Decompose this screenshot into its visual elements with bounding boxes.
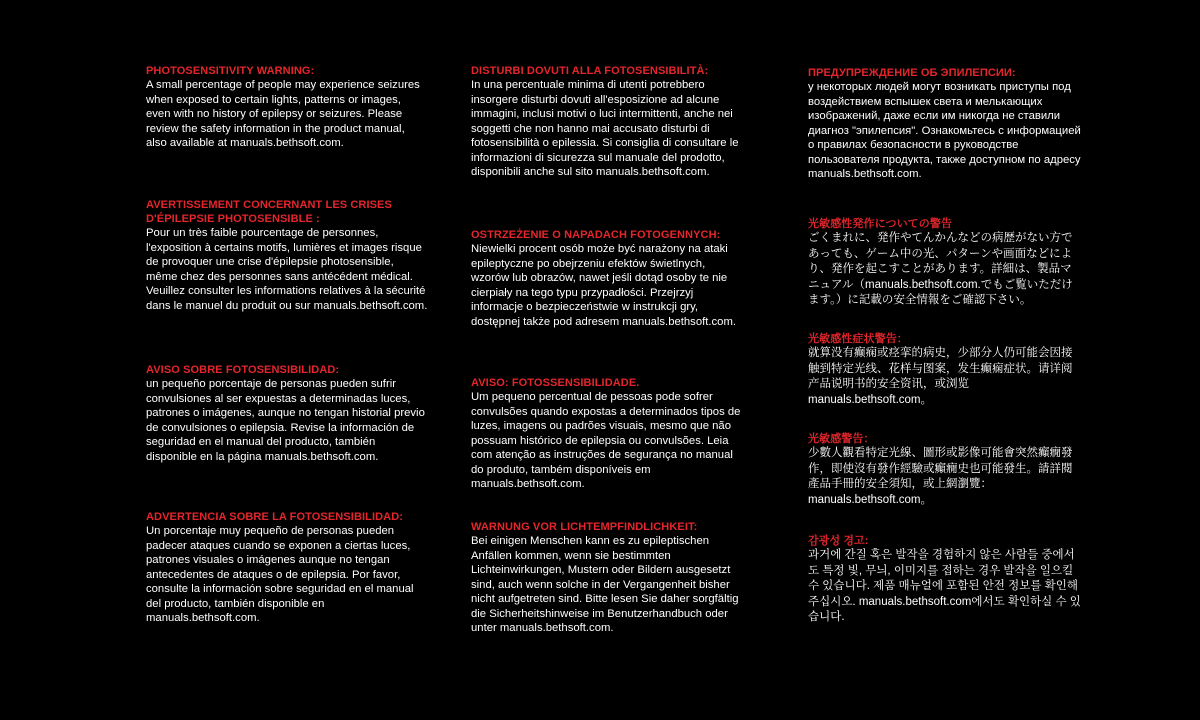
section-body: A small percentage of people may experience seizures when exposed to certain lights, patterns or images, even with no history of epilepsy or seizures. Please review the safety information in the product manual, also available at manuals.bethsoft.com. bbox=[146, 79, 420, 149]
section-body: ごくまれに、発作やてんかんなどの病歴がない方であっても、ゲーム中の光、パターンや画面などにより、発作を起こすことがあります。詳細は、製品マニュアル（manuals.bethsoft.com.でもご覧いただけます。）に記載の安全情報をご確認下さい。 bbox=[808, 232, 1073, 306]
section-body: Um pequeno percentual de pessoas pode sofrer convulsões quando expostas a determinados tipos de luzes, imagens ou padrões visuais, mesmo que não possuam histórico de epilepsia ou convulsões. Leia com atenção as instruções de segurança no manual do produto, também disponíveis em manuals.bethsoft.com. bbox=[471, 391, 741, 490]
warning-section-portuguese bbox=[471, 376, 746, 492]
section-title: DISTURBI DOVUTI ALLA FOTOSENSIBILITÀ: bbox=[471, 65, 709, 77]
section-title: 감광성 경고: bbox=[808, 535, 869, 547]
section-title: WARNUNG VOR LICHTEMPFINDLICHKEIT: bbox=[471, 521, 698, 533]
warning-section-spanish-latam bbox=[146, 363, 428, 464]
section-body: In una percentuale minima di utenti potrebbero insorgere disturbi dovuti all'esposizione ad alcune immagini, inclusi motivi o luci intermittenti, anche nei soggetti che non hanno mai accusato disturbi di fotosensibilità o epilessia. Si consiglia di consultare le informazioni di sicurezza sul manuale del prodotto, disponibili anche sul sito manuals.bethsoft.com. bbox=[471, 79, 739, 178]
section-title: 光敏感警告： bbox=[808, 433, 875, 445]
warning-section-italian bbox=[471, 64, 746, 180]
warning-section-korean bbox=[808, 534, 1083, 626]
section-title: AVISO SOBRE FOTOSENSIBILIDAD: bbox=[146, 364, 340, 376]
section-body: у некоторых людей могут возникать приступы под воздействием вспышек света и мелькающих изображений, даже если им никогда не ставили диагноз "эпилепсия". Ознакомьтесь с информацией о правилах безопасности в руководстве пользователя продукта, также доступном по адресу manuals.bethsoft.com. bbox=[808, 81, 1081, 180]
section-body: un pequeño porcentaje de personas pueden sufrir convulsiones al ser expuestas a determinadas luces, patrones o imágenes, aunque no tengan historial previo de convulsiones o epilepsia. Revise la información de seguridad en el manual del producto, también disponible en la página manuals.bethsoft.com. bbox=[146, 378, 425, 463]
section-body: 就算没有癫痫或痉挛的病史，少部分人仍可能会因接触到特定光线、花样与图案，发生癫痫症状。请详阅产品说明书的安全资讯，或浏览manuals.bethsoft.com。 bbox=[808, 347, 1073, 406]
section-title: AVERTISSEMENT CONCERNANT LES CRISES D'ÉPILEPSIE PHOTOSENSIBLE : bbox=[146, 199, 392, 225]
warning-section-russian bbox=[808, 66, 1083, 182]
section-body: 과거에 간질 혹은 발작을 경험하지 않은 사람들 중에서도 특정 빛, 무늬, 이미지를 접하는 경우 발작을 일으킬 수 있습니다. 제품 매뉴얼에 포함된 안전 정보를 확인해 주십시오. manuals.bethsoft.com에서도 확인하실 수 있습니다. bbox=[808, 549, 1081, 623]
section-body: Bei einigen Menschen kann es zu epileptischen Anfällen kommen, wenn sie bestimmten Lichteinwirkungen, Mustern oder Bildern ausgesetzt sind, auch wenn solche in der Vergangenheit bisher nicht aufgetreten sind. Bitte lesen Sie daher sorgfältig die Sicherheitshinweise im Benutzerhandbuch oder unter manuals.bethsoft.com. bbox=[471, 535, 739, 634]
section-title: OSTRZEŻENIE O NAPADACH FOTOGENNYCH: bbox=[471, 229, 721, 241]
warning-section-spanish bbox=[146, 510, 428, 626]
warning-section-polish bbox=[471, 228, 746, 329]
warning-section-japanese bbox=[808, 217, 1083, 309]
section-title: AVISO: FOTOSSENSIBILIDADE. bbox=[471, 377, 640, 389]
section-title: PHOTOSENSITIVITY WARNING: bbox=[146, 65, 315, 77]
section-body: 少數人觀看特定光線、圖形或影像可能會突然癲癇發作，即使沒有發作經驗或癲癇史也可能發生。請詳閱產品手冊的安全須知，或上網瀏覽：manuals.bethsoft.com。 bbox=[808, 447, 1073, 506]
warning-section-german bbox=[471, 520, 746, 636]
section-body: Un porcentaje muy pequeño de personas pueden padecer ataques cuando se exponen a ciertas luces, patrones visuales o imágenes aunque no tengan antecedentes de ataques o de epilepsia. Por favor, consulte la información sobre seguridad en el manual del producto, también disponible en manuals.bethsoft.com. bbox=[146, 525, 414, 624]
section-title: ПРЕДУПРЕЖДЕНИЕ ОБ ЭПИЛЕПСИИ: bbox=[808, 67, 1016, 79]
section-title: ADVERTENCIA SOBRE LA FOTOSENSIBILIDAD: bbox=[146, 511, 404, 523]
section-title: 光敏感性発作についての警告 bbox=[808, 218, 953, 230]
section-body: Niewielki procent osób może być narażony na ataki epileptyczne po obejrzeniu efektów świetlnych, wzorów lub obrazów, nawet jeśli dotąd osoby te nie cierpiały na tego typu przypadłości. Przejrzyj informacje o bezpieczeństwie w instrukcji gry, dostępnej także pod adresem manuals.bethsoft.com. bbox=[471, 243, 737, 328]
warning-section-chinese-traditional bbox=[808, 432, 1083, 508]
section-body: Pour un très faible pourcentage de personnes, l'exposition à certains motifs, lumières et images risque de provoquer une crise d'épilepsie photosensible, même chez des personnes sans antécédent médical. Veuillez consulter les informations relatives à la sécurité dans le manuel du produit ou sur manuals.bethsoft.com. bbox=[146, 227, 428, 312]
section-title: 光敏感性症状警告： bbox=[808, 333, 908, 345]
warning-section-chinese-simplified bbox=[808, 332, 1083, 408]
warning-section-english bbox=[146, 64, 428, 151]
warning-section-french bbox=[146, 198, 428, 313]
